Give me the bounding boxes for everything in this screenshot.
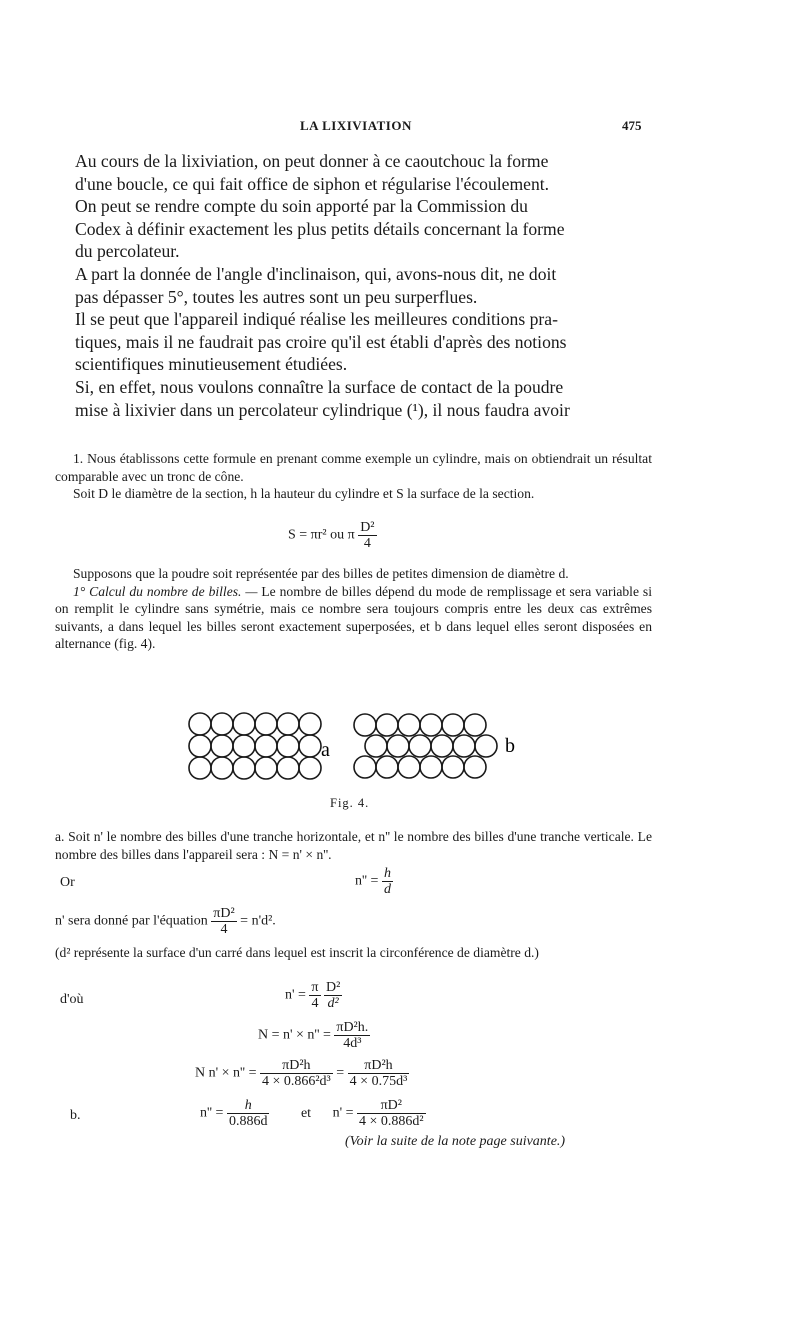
- eq-dou-left: n' =: [285, 987, 306, 1003]
- eq-dou-frac2: [324, 980, 342, 1011]
- footnote-p4-lead: 1° Calcul du nombre de billes. —: [73, 583, 258, 599]
- footnote-p4: [55, 583, 652, 653]
- eq-dou-num2: D²: [326, 980, 341, 995]
- eq-or-fraction: [382, 866, 393, 897]
- footnote-p5: a. Soit n' le nombre des billes d'une tranche horizontale, et n'' le nombre des billes d'une tranche verticale. Le nombre des billes dans l'appareil sera : N = n' × n''.: [55, 829, 652, 862]
- eq-N-fraction: [334, 1020, 370, 1051]
- eq1-den: 4: [363, 536, 371, 551]
- figure-label-b: b: [505, 735, 515, 757]
- page-header: [0, 118, 800, 138]
- eq-Nn-num2: πD²h: [348, 1058, 410, 1074]
- body-line: tiques, mais il ne faudrait pas croire qu'il est établi d'après des notions: [75, 331, 567, 352]
- equation-n-prime: [55, 906, 276, 937]
- eq-b-frac1: [227, 1098, 270, 1129]
- footnote-p4-text: Le nombre de billes dépend du mode de remplissage et sera variable si on remplit le cylindre sans symétrie, mais ce nombre sera toujours compris entre les deux cas extrêmes suivants, a dans lequel les billes seront exactement superposées, et b dans lequel elles seront disposées en alternance (fig. 4).: [55, 583, 652, 651]
- figure-label-a: a: [321, 739, 330, 761]
- eq-or-den: d: [383, 882, 391, 897]
- eq-Nn-frac2: [348, 1058, 410, 1089]
- eq-n-fraction: [211, 906, 236, 937]
- eq-or-num: h: [383, 866, 391, 881]
- eq-b-den2: 4 × 0.886d²: [358, 1114, 424, 1129]
- dou-label: d'où: [60, 992, 84, 1007]
- or-label: Or: [60, 875, 75, 890]
- eq-dou-den2: d²: [327, 996, 339, 1011]
- footnote: [55, 450, 652, 503]
- eq-N-left: N = n' × n'' =: [258, 1027, 331, 1043]
- footnote-p1: 1. Nous établissons cette formule en prenant comme exemple un cylindre, mais on obtiendrait un résultat comparable avec un tronc de cône.: [55, 451, 652, 484]
- eq-Nn-den2: 4 × 0.75d³: [349, 1074, 408, 1089]
- body-text: [75, 150, 652, 421]
- eq-b-left2: n' =: [332, 1105, 354, 1121]
- body-line: du percolateur.: [75, 241, 180, 262]
- eq-n-den: 4: [220, 922, 228, 937]
- figure-b-circles: [354, 714, 497, 778]
- footnote-part-a: [55, 828, 652, 863]
- eq-dou-den1: 4: [309, 995, 320, 1011]
- figure-a-circles: [189, 713, 321, 779]
- page-number: 475: [622, 118, 642, 133]
- eq-dou-frac1: [309, 980, 320, 1011]
- eq-n-right: = n'd².: [240, 913, 276, 929]
- eq-N-num: πD²h.: [336, 1020, 369, 1035]
- footnote-p2: Soit D le diamètre de la section, h la hauteur du cylindre et S la surface de la section.: [73, 486, 535, 501]
- eq-dou-num1: π: [311, 980, 319, 995]
- body-line: On peut se rendre compte du soin apporté par la Commission du: [75, 196, 528, 217]
- footnote-p3: Supposons que la poudre soit représentée par des billes de petites dimension de diamètre d.: [73, 566, 569, 581]
- eq-Nn-frac1: [260, 1058, 333, 1089]
- eq-Nn-mid: =: [336, 1065, 345, 1081]
- running-title: LA LIXIVIATION: [300, 118, 412, 133]
- equation-Nn: [195, 1058, 409, 1089]
- equation-b: [200, 1098, 426, 1129]
- body-line: pas dépasser 5°, toutes les autres sont un peu surperflues.: [75, 286, 478, 307]
- eq-N-den: 4d³: [343, 1036, 362, 1051]
- eq-Nn-num1: πD²h: [260, 1058, 333, 1074]
- eq-n-num: πD²: [213, 906, 235, 921]
- equation-N: [258, 1020, 370, 1051]
- eq-b-den1: 0.886d: [228, 1114, 268, 1129]
- equation-dou: [285, 980, 342, 1011]
- b-label: b.: [70, 1108, 81, 1123]
- body-line: d'une boucle, ce qui fait office de siphon et régularise l'écoulement.: [75, 173, 550, 194]
- continue-note: (Voir la suite de la note page suivante.): [345, 1134, 566, 1149]
- eq-b-mid: et: [300, 1105, 312, 1121]
- eq-or-left: n'' =: [355, 873, 379, 889]
- body-line: Au cours de la lixiviation, on peut donner à ce caoutchouc la forme: [75, 151, 549, 171]
- figure-caption: Fig. 4.: [330, 796, 370, 810]
- eq-Nn-den1: 4 × 0.866²d³: [261, 1074, 331, 1089]
- body-line: mise à lixivier dans un percolateur cylindrique (¹), il nous faudra avoir: [75, 399, 570, 420]
- body-line: Il se peut que l'appareil indiqué réalise les meilleures conditions pra-: [75, 309, 558, 330]
- body-line: Si, en effet, nous voulons connaître la surface de contact de la poudre: [75, 376, 564, 397]
- eq1-left: S = πr² ou π: [288, 527, 355, 543]
- eq-b-left: n'' =: [200, 1105, 224, 1121]
- footnote-p6-block: [55, 944, 652, 962]
- eq1-num: D²: [360, 520, 375, 535]
- body-line: Codex à définir exactement les plus petits détails concernant la forme: [75, 218, 565, 239]
- eq1-fraction: [358, 520, 376, 551]
- eq-b-num2: πD²: [357, 1098, 426, 1114]
- body-line: scientifiques minutieusement étudiées.: [75, 354, 348, 375]
- footnote-continued: [55, 565, 652, 653]
- eq-n-lead: n' sera donné par l'équation: [55, 913, 208, 929]
- eq-Nn-left: N n' × n'' =: [195, 1065, 257, 1081]
- eq-b-frac2: [357, 1098, 426, 1129]
- equation-or: [355, 866, 393, 897]
- body-line: A part la donnée de l'angle d'inclinaison, qui, avons-nous dit, ne doit: [75, 263, 557, 284]
- footnote-p6: (d² représente la surface d'un carré dans lequel est inscrit la circonférence de diamètre d.): [55, 945, 539, 960]
- eq-b-num1: h: [227, 1098, 270, 1114]
- figure-4: [185, 712, 525, 782]
- equation-surface: [288, 520, 377, 551]
